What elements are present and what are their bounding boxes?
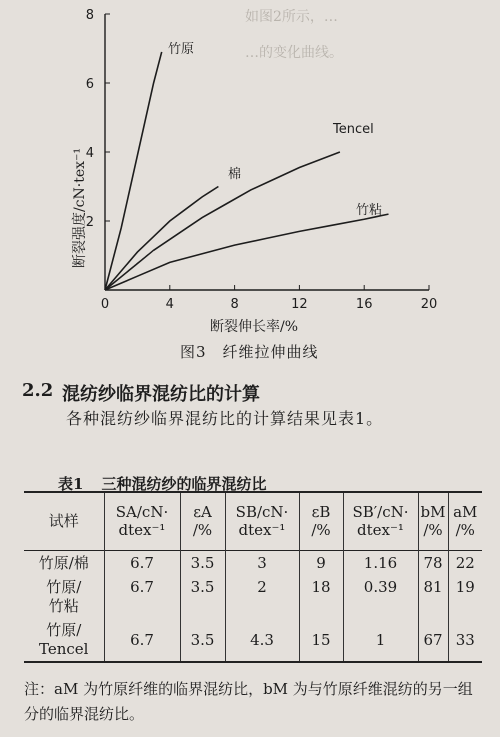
y-tick-label: 4	[85, 146, 94, 161]
cell-am: 19	[455, 578, 475, 596]
cell-am: 33	[455, 630, 475, 649]
x-tick-label: 8	[230, 297, 239, 312]
section-title: 混纺纱临界混纺比的计算	[62, 384, 260, 405]
series-curve	[105, 214, 389, 290]
cell-bm: 81	[418, 576, 448, 618]
chart-curves	[105, 52, 389, 290]
cell-sb: 3	[225, 550, 299, 576]
chart-axes	[105, 14, 429, 290]
table-header-row	[24, 492, 482, 550]
x-tick-label: 16	[355, 297, 373, 312]
cell-eb: 18	[299, 576, 343, 618]
cell-sb-prime: 0.39	[343, 576, 418, 618]
cell-eb: 15	[299, 618, 343, 662]
series-label: Tencel	[333, 122, 374, 137]
background-text: …的变化曲线。	[245, 45, 343, 61]
cell-eb: 9	[299, 550, 343, 576]
table-number: 表1	[58, 475, 84, 493]
series-label: 竹原	[168, 42, 195, 57]
table-row	[24, 618, 482, 662]
figure-caption: 图3 纤维拉伸曲线	[180, 343, 319, 361]
y-tick-label: 2	[85, 215, 94, 230]
background-text: 如图2所示，…	[245, 9, 338, 25]
header-sb: SB/cN· dtex⁻¹	[225, 492, 299, 550]
chart-ticks	[86, 8, 438, 312]
table-note: 注：aM 为竹原纤维的临界混纺比，bM 为与竹原纤维混纺的另一组分的临界混纺比。	[24, 680, 473, 723]
cell-ea: 3.5	[180, 576, 225, 618]
cell-ea: 3.5	[180, 550, 225, 576]
header-sb-prime: SB′/cN· dtex⁻¹	[343, 492, 418, 550]
cell-bm: 78	[418, 550, 448, 576]
chart-series-labels	[168, 42, 382, 218]
series-label: 棉	[228, 167, 242, 182]
cell-sa: 6.7	[104, 576, 180, 618]
cell-ea: 3.5	[180, 618, 225, 662]
y-tick-label: 6	[85, 77, 94, 92]
header-am: aM /%	[453, 503, 478, 540]
series-curve	[105, 52, 162, 290]
cell-sb: 4.3	[225, 618, 299, 662]
y-axis-title: 断裂强度/cN·tex⁻¹	[72, 147, 88, 269]
blend-ratio-table	[24, 491, 482, 663]
series-label: 竹粘	[356, 203, 383, 218]
cell-sb: 2	[225, 576, 299, 618]
cell-sa: 6.7	[104, 618, 180, 662]
header-eb: εB /%	[299, 492, 343, 550]
cell-sample: 竹原/ Tencel	[24, 618, 104, 662]
cell-sample: 竹原/ 竹粘	[24, 576, 104, 618]
section-number: 2.2	[22, 380, 54, 401]
table-row	[24, 576, 482, 618]
tensile-chart	[0, 0, 500, 340]
cell-sa: 6.7	[104, 550, 180, 576]
cell-sample: 竹原/棉	[24, 550, 104, 576]
header-sample: 试样	[24, 492, 104, 550]
cell-bm: 67	[418, 618, 448, 662]
cell-sb-prime: 1.16	[343, 550, 418, 576]
body-paragraph: 各种混纺纱临界混纺比的计算结果见表1。	[66, 409, 384, 428]
cell-sb-prime: 1	[343, 618, 418, 662]
y-tick-label: 8	[85, 8, 94, 23]
header-sa: SA/cN· dtex⁻¹	[104, 492, 180, 550]
x-tick-label: 20	[420, 297, 438, 312]
x-tick-label: 0	[100, 297, 110, 312]
header-bm: bM /%	[418, 492, 448, 550]
series-curve	[105, 187, 218, 291]
x-axis-title: 断裂伸长率/%	[210, 319, 299, 335]
cell-am: 22	[455, 554, 475, 573]
series-curve	[105, 152, 340, 290]
header-ea: εA /%	[180, 492, 225, 550]
x-tick-label: 4	[165, 297, 174, 312]
table-row	[24, 550, 482, 576]
table-title: 三种混纺纱的临界混纺比	[101, 475, 267, 493]
x-tick-label: 12	[291, 297, 308, 312]
